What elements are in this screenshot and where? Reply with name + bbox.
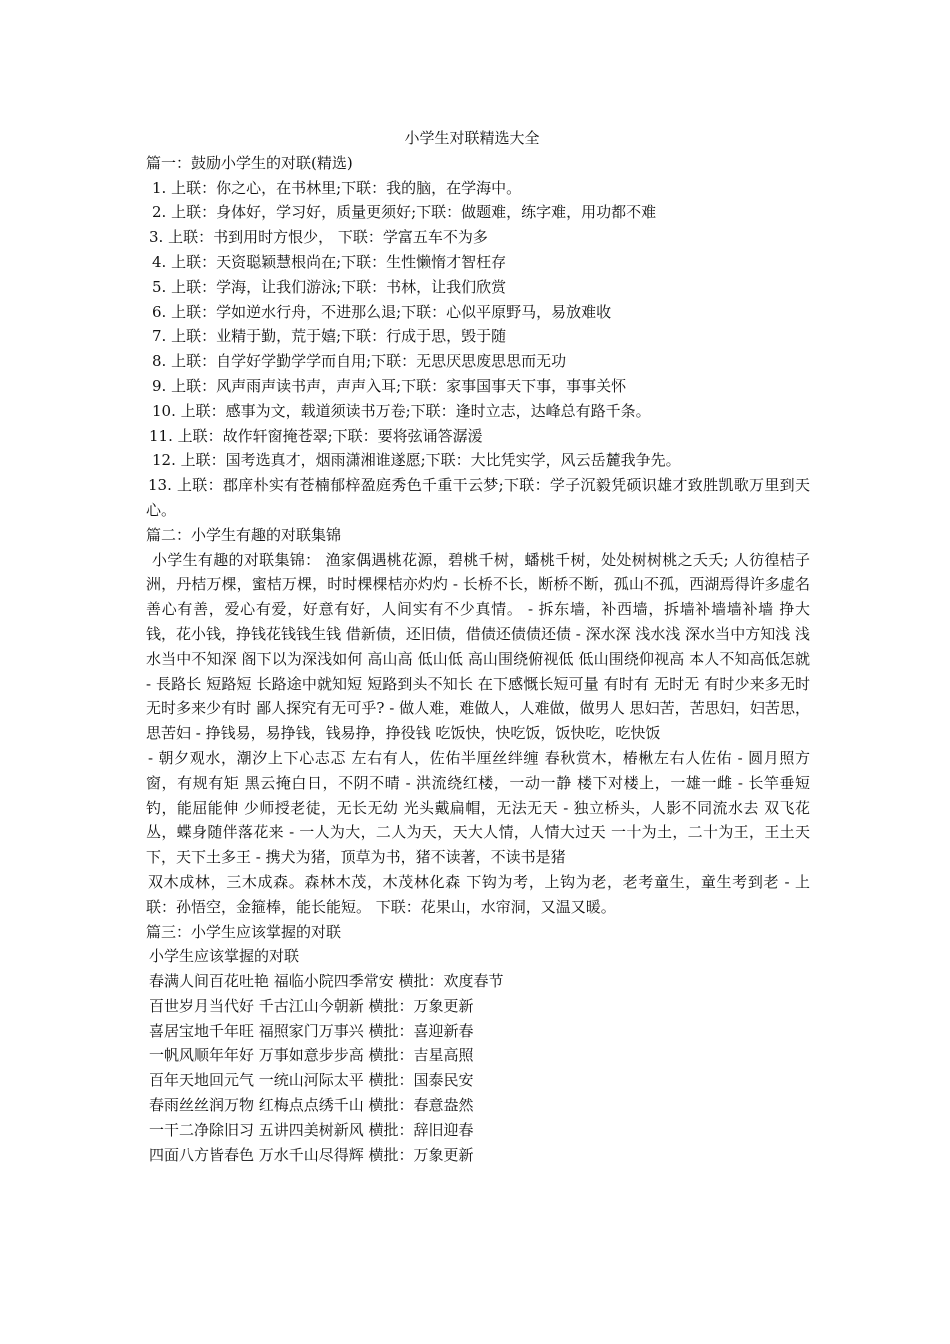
- spring-couplet: 喜居宝地千年旺 福照家门万事兴 横批：喜迎新春: [149, 1021, 474, 1040]
- spring-couplet: 一干二净除旧习 五讲四美树新风 横批：辞旧迎春: [149, 1120, 474, 1139]
- couplet-item: 5. 上联：学海，让我们游泳;下联：书林，让我们欣赏: [152, 277, 507, 296]
- body-paragraph: 小学生有趣的对联集锦： 渔家偶遇桃花源，碧桃千树，蟠桃千树，处处树树桃之夭夭; 人彷徨桔子洲，丹桔万棵，蜜桔万棵，时时棵棵桔亦灼灼 - 长桥不长，断桥不断，孤山不孤，西湖焉得许多虚名 善心有善，爱心有爱，好意有好，人间实有不少真情。 - 拆东墙，补西墙，拆墙补墙墙补墙 挣大钱，花小钱，挣钱花钱钱生钱 借新债，还旧债，借债还债债还债 - 深水深 浅水浅 深水当中方知浅 浅水当中不知深 阁下以为深浅如何 高山高 低山低 高山围绕俯视低 低山围绕仰视高 本人不知高低怎就 - 長路长 短路短 长路途中就知短 短路到头不知长 在下感慨长短可量 有时有 无时无 有时少来多无时 无时多来少有时 鄙人探究有无可乎? - 做人难，难做人，人难做，做男人 思妇苦，苦思妇，妇苦思，思苦妇 - 挣钱易，易挣钱，钱易挣，挣役钱 吃饭快，快吃饭，饭快吃，吃快饭: [146, 550, 810, 743]
- spring-couplet: 百年天地回元气 一统山河际太平 横批：国泰民安: [149, 1071, 474, 1090]
- document-title: 小学生对联精选大全: [404, 129, 540, 147]
- couplet-item: 9. 上联：风声雨声读书声，声声入耳;下联：家事国事天下事，事事关怀: [152, 376, 627, 395]
- couplet-item: 11. 上联：故作轩窗掩苍翠;下联：要将弦诵答潺湲: [149, 426, 483, 445]
- couplet-item: 12. 上联：国考选真才，烟雨潇湘谁遂愿;下联：大比凭实学，风云岳麓我争先。: [152, 451, 681, 470]
- document-page: [146, 126, 810, 1167]
- section-heading-1: 篇一：鼓励小学生的对联(精选): [146, 153, 353, 172]
- couplet-item: 10. 上联：感事为文，载道须读书万卷;下联：逢时立志，达峰总有路千条。: [152, 401, 651, 420]
- section-heading-3: 篇三：小学生应该掌握的对联: [146, 922, 342, 941]
- spring-couplet: 四面八方皆春色 万水千山尽得辉 横批：万象更新: [149, 1145, 474, 1164]
- couplet-item-long: 13. 上联：郡庠朴实有苍楠郁梓盈庭秀色千重干云梦;下联：学子沉毅凭硕识雄才致胜凯歌万里到天心。: [146, 476, 810, 519]
- body-paragraph: - 朝夕观水，潮汐上下心志忑 左右有人，佐佑半厘丝绊缠 春秋赏木，椿楸左右人佐佑 - 圆月照方窗，有规有矩 黑云掩白日，不阴不晴 - 洪流绕红楼，一动一静 楼下对楼上，一雄一雌 - 长竿垂短钓，能屈能伸 少师授老徒，无长无幼 光头戴扁帽，无法无天 - 独立桥头，人影不同流水去 双飞花丛，蝶身随伴落花来 - 一人为大，二人为天，天大人情，人情大过天 一十为土，二十为王，王土天下，天下土多王 - 携犬为猪，顶草为书，猪不读著，不读书是猪: [146, 748, 810, 867]
- section-subheading: 小学生应该掌握的对联: [149, 947, 300, 966]
- couplet-item: 4. 上联：天资聪颖慧根尚在;下联：生性懒惰才智枉存: [152, 252, 507, 271]
- spring-couplet: 一帆风顺年年好 万事如意步步高 横批：吉星高照: [149, 1046, 474, 1065]
- couplet-item: 6. 上联：学如逆水行舟，不进那么退;下联：心似平原野马，易放难收: [152, 302, 612, 321]
- spring-couplet: 百世岁月当代好 千古江山今朝新 横批：万象更新: [149, 996, 474, 1015]
- couplet-item: 7. 上联：业精于勤，荒于嬉;下联：行成于思，毁于随: [152, 327, 507, 346]
- couplet-item: 2. 上联：身体好，学习好，质量更须好;下联：做题难，练字难，用功都不难: [152, 203, 657, 222]
- spring-couplet: 春雨丝丝润万物 红梅点点绣千山 横批：春意盎然: [149, 1096, 474, 1115]
- section-heading-2: 篇二：小学生有趣的对联集锦: [146, 525, 342, 544]
- couplet-item: 8. 上联：自学好学勤学学而自用;下联：无思厌思废思思而无功: [152, 352, 567, 371]
- spring-couplet: 春满人间百花吐艳 福临小院四季常安 横批：欢度春节: [149, 972, 504, 991]
- couplet-item: 3. 上联：书到用时方恨少， 下联：学富五车不为多: [149, 228, 488, 247]
- couplet-item: 1. 上联：你之心，在书林里;下联：我的脑，在学海中。: [152, 178, 522, 197]
- body-paragraph: 双木成林，三木成森。森林木茂，木茂林化森 下钩为考，上钩为老，老考童生，童生考到老 - 上联：孙悟空，金箍棒，能长能短。 下联：花果山，水帘洞，又温又暖。: [146, 872, 810, 916]
